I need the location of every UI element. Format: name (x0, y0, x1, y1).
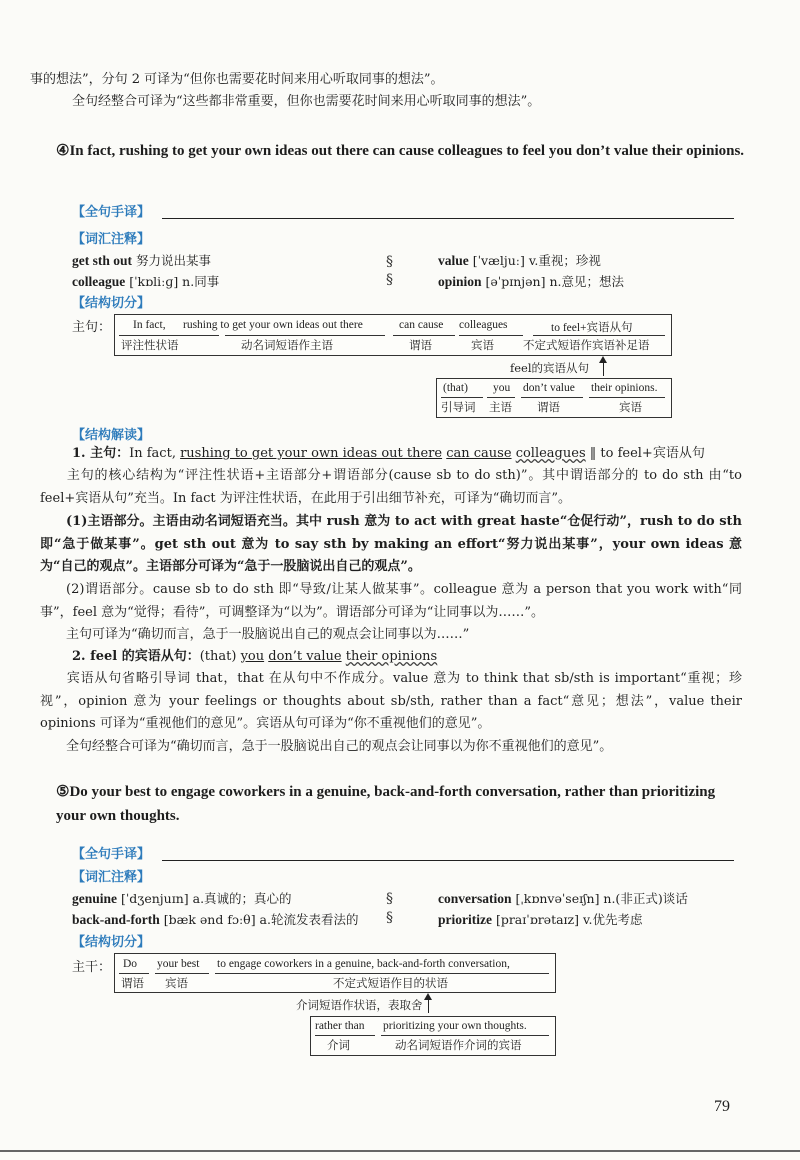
analysis-paragraph: 全句经整合可译为“确切而言，急于一股脑说出自己的观点会让同事以为你不重视他们的意见”。 (66, 739, 613, 754)
struct-box-clause-4 (436, 378, 672, 418)
analysis-paragraph: (2)谓语部分。cause sb to do sth 即“导致/让某人做某事”。colleague 意为 a person that you work with“同事”，feel 意为“觉得；看待”，可调整译为“以为”。谓语部分可译为“让同事以为……”。 (40, 582, 742, 620)
struct-role: 引导词 (441, 400, 476, 414)
tag-vocab-4: 【词汇注释】 (72, 232, 151, 247)
vocab-item: get sth out 努力说出某事 (72, 253, 211, 268)
struct-role: 谓语 (121, 976, 144, 990)
sentence-4: ④In fact, rushing to get your own ideas out there can cause colleagues to feel you don’t value their opinions. (56, 143, 745, 159)
struct-underline (119, 973, 149, 974)
struct-role: 不定式短语作目的状语 (333, 976, 448, 990)
vocab-item: opinion [əˈpɪnjən] n.意见；想法 (438, 274, 624, 289)
struct-role: 动名词短语作主语 (241, 338, 333, 352)
sentence-5: ⑤Do your best to engage coworkers in a genuine, back-and-forth conversation, rather than prioritizing your own thoughts. (56, 784, 716, 824)
struct-word: can cause (399, 319, 444, 331)
bottom-rule (0, 1150, 800, 1152)
struct-word: rushing to get your own ideas out there (183, 319, 363, 331)
struct-underline (381, 1035, 549, 1036)
separator-squiggle: § (386, 254, 393, 270)
struct-role: 宾语 (165, 976, 188, 990)
tag-vocab-5: 【词汇注释】 (72, 870, 151, 885)
vocab-item: back-and-forth [bæk ənd fɔːθ] a.轮流发表看法的 (72, 912, 359, 927)
separator-squiggle: § (386, 910, 393, 926)
clause-label-5: 介词短语作状语，表取舍 (296, 998, 423, 1012)
struct-word: (that) (443, 382, 468, 394)
tag-struct-5: 【结构切分】 (72, 935, 151, 950)
struct-role: 主语 (489, 400, 512, 414)
struct-underline (533, 335, 665, 336)
struct-underline (521, 397, 583, 398)
struct-underline (155, 973, 209, 974)
struct-role: 宾语 (471, 338, 494, 352)
struct-word: Do (123, 958, 138, 970)
vocab-item: conversation [ˌkɒnvəˈseɪʃn] n.(非正式)谈话 (438, 891, 688, 906)
vocab-item: colleague [ˈkɒliːɡ] n.同事 (72, 274, 220, 289)
struct-underline (215, 973, 549, 974)
vocab-item: value [ˈvæljuː] v.重视；珍视 (438, 253, 601, 268)
struct-role: 谓语 (409, 338, 432, 352)
analysis-paragraph: 主句可译为“确切而言，急于一股脑说出自己的观点会让同事以为……” (66, 627, 470, 642)
struct-underline (225, 335, 385, 336)
vocab-item: genuine [ˈdʒenjuɪn] a.真诚的；真心的 (72, 891, 292, 906)
struct-role: 谓语 (537, 400, 560, 414)
carryover-line-2: 全句经整合可译为“这些都非常重要，但你也需要花时间来用心听取同事的想法”。 (72, 94, 541, 109)
struct-word: In fact, (133, 319, 166, 331)
struct-label-5: 主干： (72, 960, 112, 975)
tag-struct-4: 【结构切分】 (72, 296, 151, 311)
struct-label-4: 主句： (72, 320, 112, 335)
analysis-heading-2: 2. feel 的宾语从句：(that) you don’t value their opinions (72, 649, 438, 664)
carryover-line-1: 事的想法”，分句 2 可译为“但你也需要花时间来用心听取同事的想法”。 (30, 72, 444, 87)
struct-word: their opinions. (591, 382, 658, 394)
analysis-heading-1: 1. 主句：In fact, rushing to get your own ideas out there can cause colleagues ‖ to feel+宾语从句 (72, 446, 705, 461)
struct-word: rather than (315, 1020, 365, 1032)
tag-translate-4: 【全句手译】 (72, 205, 151, 220)
struct-underline (487, 397, 515, 398)
arrow-up-icon (599, 356, 607, 363)
struct-underline (119, 335, 219, 336)
arrow-stem (428, 999, 429, 1013)
struct-underline (441, 397, 483, 398)
translate-line-5 (162, 860, 734, 861)
struct-word: to engage coworkers in a genuine, back-and-forth conversation, (217, 958, 510, 970)
struct-word: you (493, 382, 511, 394)
separator-squiggle: § (386, 891, 393, 907)
struct-role: 宾语 (619, 400, 642, 414)
struct-underline (459, 335, 523, 336)
tag-translate-5: 【全句手译】 (72, 847, 151, 862)
struct-underline (589, 397, 665, 398)
analysis-paragraph: 主句的核心结构为“评注性状语+主语部分+谓语部分(cause sb to do sth)”。其中谓语部分的 to do sth 由“to feel+宾语从句”充当。In fact 为评注性状语，在此用于引出细节补充，可译为“确切而言”。 (40, 468, 742, 506)
tag-analysis-4: 【结构解读】 (72, 428, 151, 443)
struct-word: prioritizing your own thoughts. (383, 1020, 527, 1032)
struct-underline (315, 1035, 375, 1036)
struct-role: 动名词短语作介词的宾语 (395, 1038, 522, 1052)
struct-box-main-5 (114, 953, 556, 993)
struct-box-phrase-5 (310, 1016, 556, 1056)
vocab-item: prioritize [praɪˈɒrətaɪz] v.优先考虑 (438, 912, 643, 927)
analysis-paragraph: (1)主语部分。主语由动名词短语充当。其中 rush 意为 to act with great haste“仓促行动”，rush to do sth 即“急于做某事”。get sth out 意为 to say sth by making an effort“努力说出某事”，your own ideas 意为“自己的观点”。主语部分可译为“急于一股脑说出自己的观点”。 (40, 514, 742, 574)
arrow-stem (603, 362, 604, 376)
struct-word: to feel+宾语从句 (551, 322, 633, 334)
struct-word: don’t value (523, 382, 575, 394)
struct-word: your best (157, 958, 200, 970)
struct-box-main-4 (114, 314, 672, 356)
arrow-up-icon (424, 993, 432, 1000)
struct-role: 不定式短语作宾语补足语 (523, 338, 650, 352)
analysis-paragraph: 宾语从句省略引导词 that，that 在从句中不作成分。value 意为 to think that sb/sth is important“重视；珍视”，opinion 意为 your feelings or thoughts about sb/sth, rather than a fact“意见；想法”，value their opinions 可译为“重视他们的意见”。宾语从句可译为“你不重视他们的意见”。 (40, 671, 742, 731)
struct-role: 评注性状语 (121, 338, 179, 352)
separator-squiggle: § (386, 272, 393, 288)
translate-line-4 (162, 218, 734, 219)
clause-label-4: feel的宾语从句 (510, 361, 590, 375)
struct-word: colleagues (459, 319, 508, 331)
page-number: 79 (714, 1098, 730, 1115)
struct-underline (393, 335, 455, 336)
struct-role: 介词 (327, 1038, 350, 1052)
